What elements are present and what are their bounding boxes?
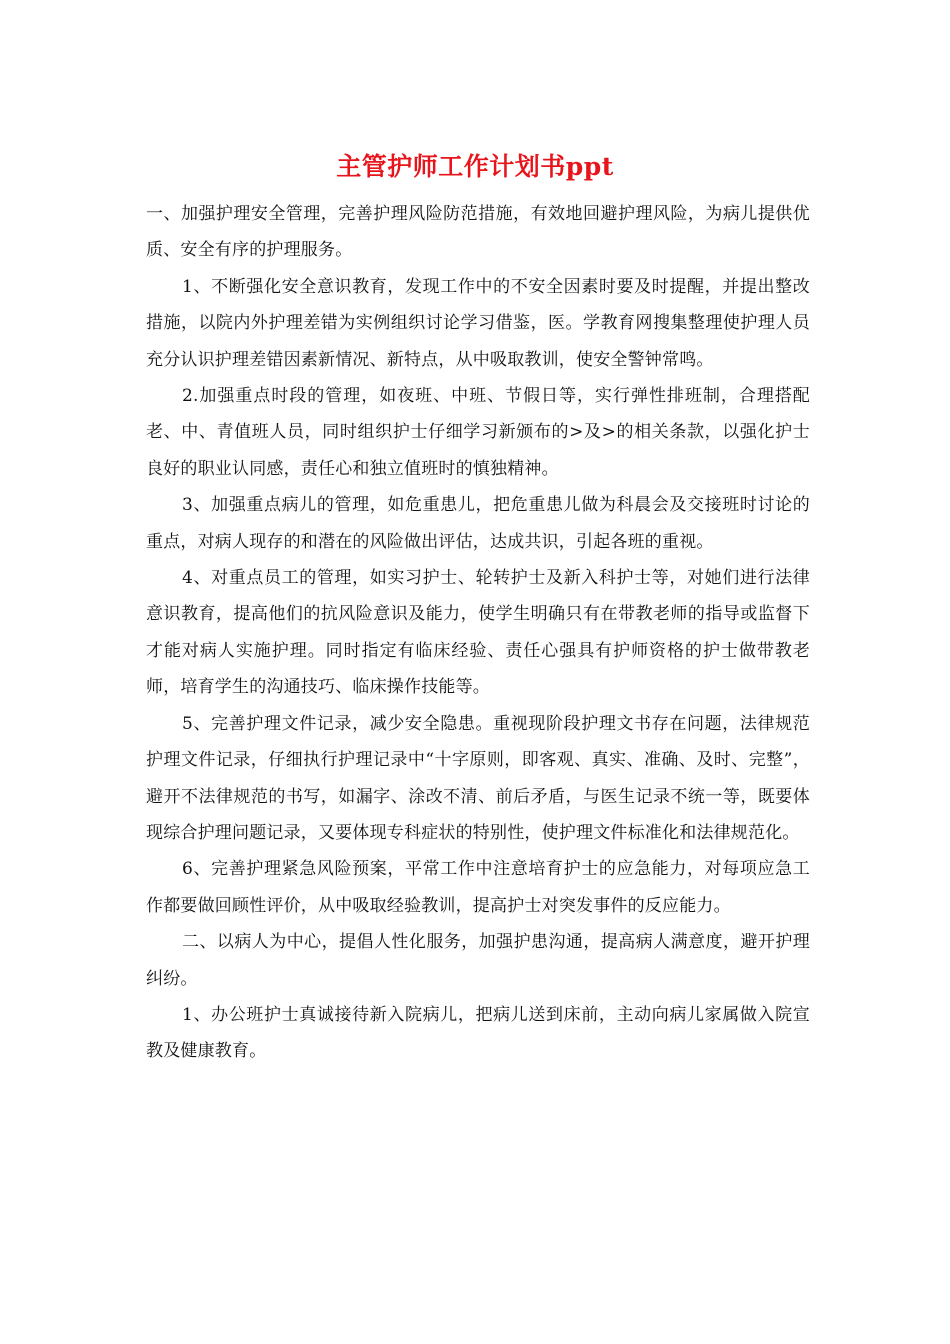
paragraph-item-1: 1、不断强化安全意识教育，发现工作中的不安全因素时要及时提醒，并提出整改措施，以院内外护理差错为实例组织讨论学习借鉴，医。学教育网搜集整理使护理人员充分认识护理差错因素新情况、新特点，从中吸取教训，使安全警钟常鸣。 <box>146 276 810 370</box>
paragraph-item-3: 3、加强重点病儿的管理，如危重患儿，把危重患儿做为科晨会及交接班时讨论的重点，对病人现存的和潜在的风险做出评估，达成共识，引起各班的重视。 <box>146 495 810 552</box>
document-body <box>146 196 810 1070</box>
paragraph-section-2-item-1: 1、办公班护士真诚接待新入院病儿，把病儿送到床前，主动向病儿家属做入院宣教及健康教育。 <box>146 1004 810 1062</box>
paragraph-item-2: 2.加强重点时段的管理，如夜班、中班、节假日等，实行弹性排班制，合理搭配老、中、青值班人员，同时组织护士仔细学习新颁布的>及>的相关条款，以强化护士良好的职业认同感，责任心和独立值班时的慎独精神。 <box>146 386 810 479</box>
paragraph-section-1: 一、加强护理安全管理，完善护理风险防范措施，有效地回避护理风险，为病儿提供优质、安全有序的护理服务。 <box>146 204 810 261</box>
paragraph-section-2: 二、以病人为中心，提倡人性化服务，加强护患沟通，提高病人满意度，避开护理纠纷。 <box>146 932 810 989</box>
paragraph-item-6: 6、完善护理紧急风险预案，平常工作中注意培育护士的应急能力，对每项应急工作都要做回顾性评价，从中吸取经验教训，提高护士对突发事件的反应能力。 <box>146 859 810 916</box>
paragraph-item-5: 5、完善护理文件记录，减少安全隐患。重视现阶段护理文书存在问题，法律规范护理文件记录，仔细执行护理记录中“十字原则，即客观、真实、准确、及时、完整”，避开不法律规范的书写，如漏字、涂改不清、前后矛盾，与医生记录不统一等，既要体现综合护理问题记录，又要体现专科症状的特别性，使护理文件标准化和法律规范化。 <box>146 713 810 843</box>
document-title: 主管护师工作计划书ppt <box>336 152 614 181</box>
paragraph-item-4: 4、对重点员工的管理，如实习护士、轮转护士及新入科护士等，对她们进行法律意识教育，提高他们的抗风险意识及能力，使学生明确只有在带教老师的指导或监督下才能对病人实施护理。同时指定有临床经验、责任心强具有护师资格的护士做带教老师，培育学生的沟通技巧、临床操作技能等。 <box>146 568 810 698</box>
